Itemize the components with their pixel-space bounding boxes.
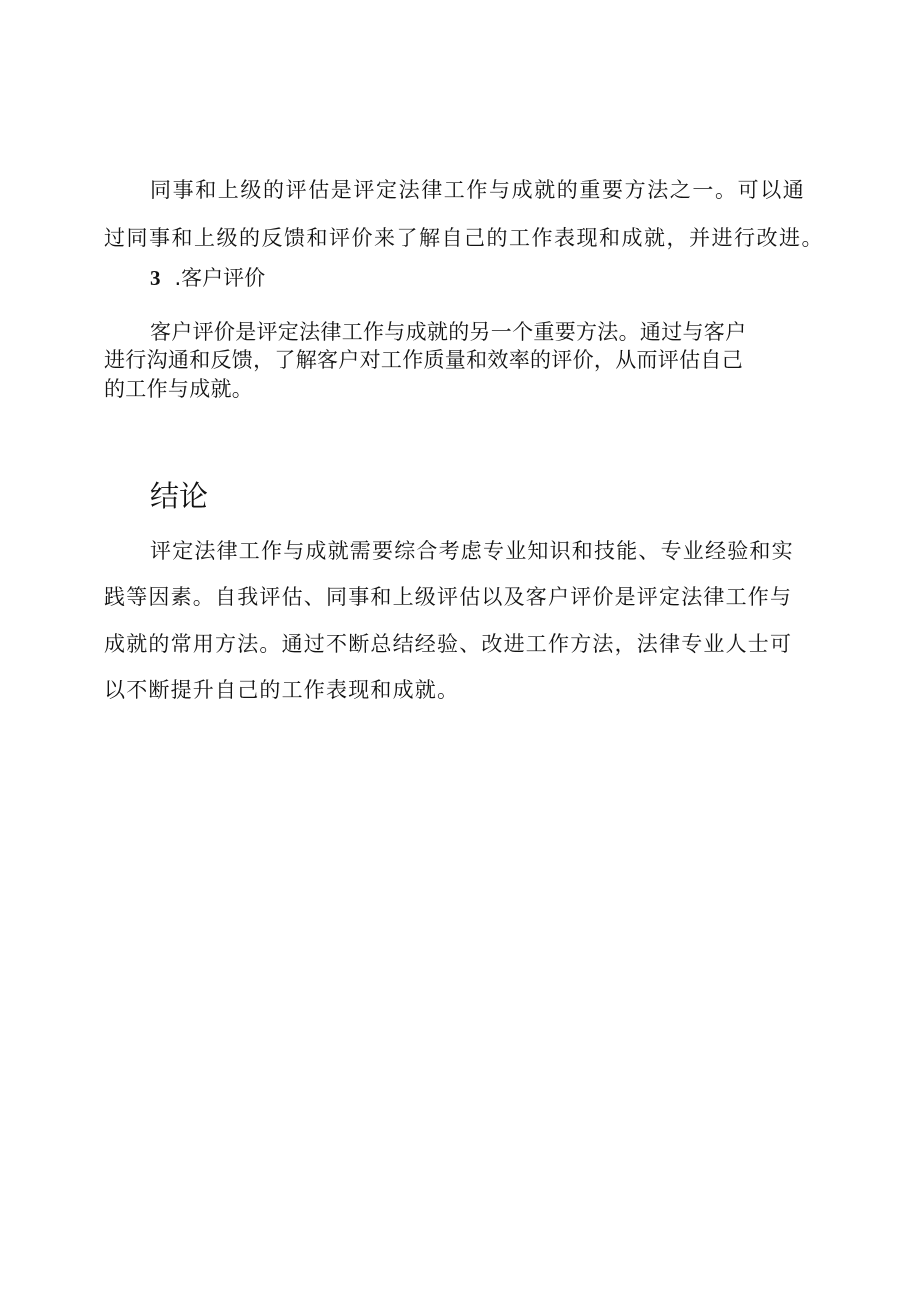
conclusion-line-2: 践等因素。自我评估、同事和上级评估以及客户评价是评定法律工作与: [104, 585, 793, 609]
peer-paragraph-line-1: 同事和上级的评估是评定法律工作与成就的重要方法之一。可以通: [150, 178, 806, 202]
subsection-heading: [150, 264, 265, 292]
peer-paragraph-line-2: 过同事和上级的反馈和评价来了解自己的工作表现和成就，并进行改进。: [104, 226, 824, 250]
conclusion-line-1: 评定法律工作与成就需要综合考虑专业知识和技能、专业经验和实: [150, 539, 794, 563]
conclusion-line-3: 成就的常用方法。通过不断总结经验、改进工作方法，法律专业人士可: [104, 632, 793, 656]
conclusion-line-4: 以不断提升自己的工作表现和成就。: [104, 678, 460, 702]
client-paragraph-line-3: 的工作与成就。: [104, 377, 254, 401]
subsection-number: 3: [150, 266, 161, 290]
subsection-title: .客户评价: [174, 266, 266, 290]
client-paragraph-line-1: 客户评价是评定法律工作与成就的另一个重要方法。通过与客户: [150, 320, 747, 344]
client-paragraph-line-2: 进行沟通和反馈，了解客户对工作质量和效率的评价，从而评估自己: [104, 348, 743, 372]
conclusion-heading: 结论: [150, 479, 209, 513]
